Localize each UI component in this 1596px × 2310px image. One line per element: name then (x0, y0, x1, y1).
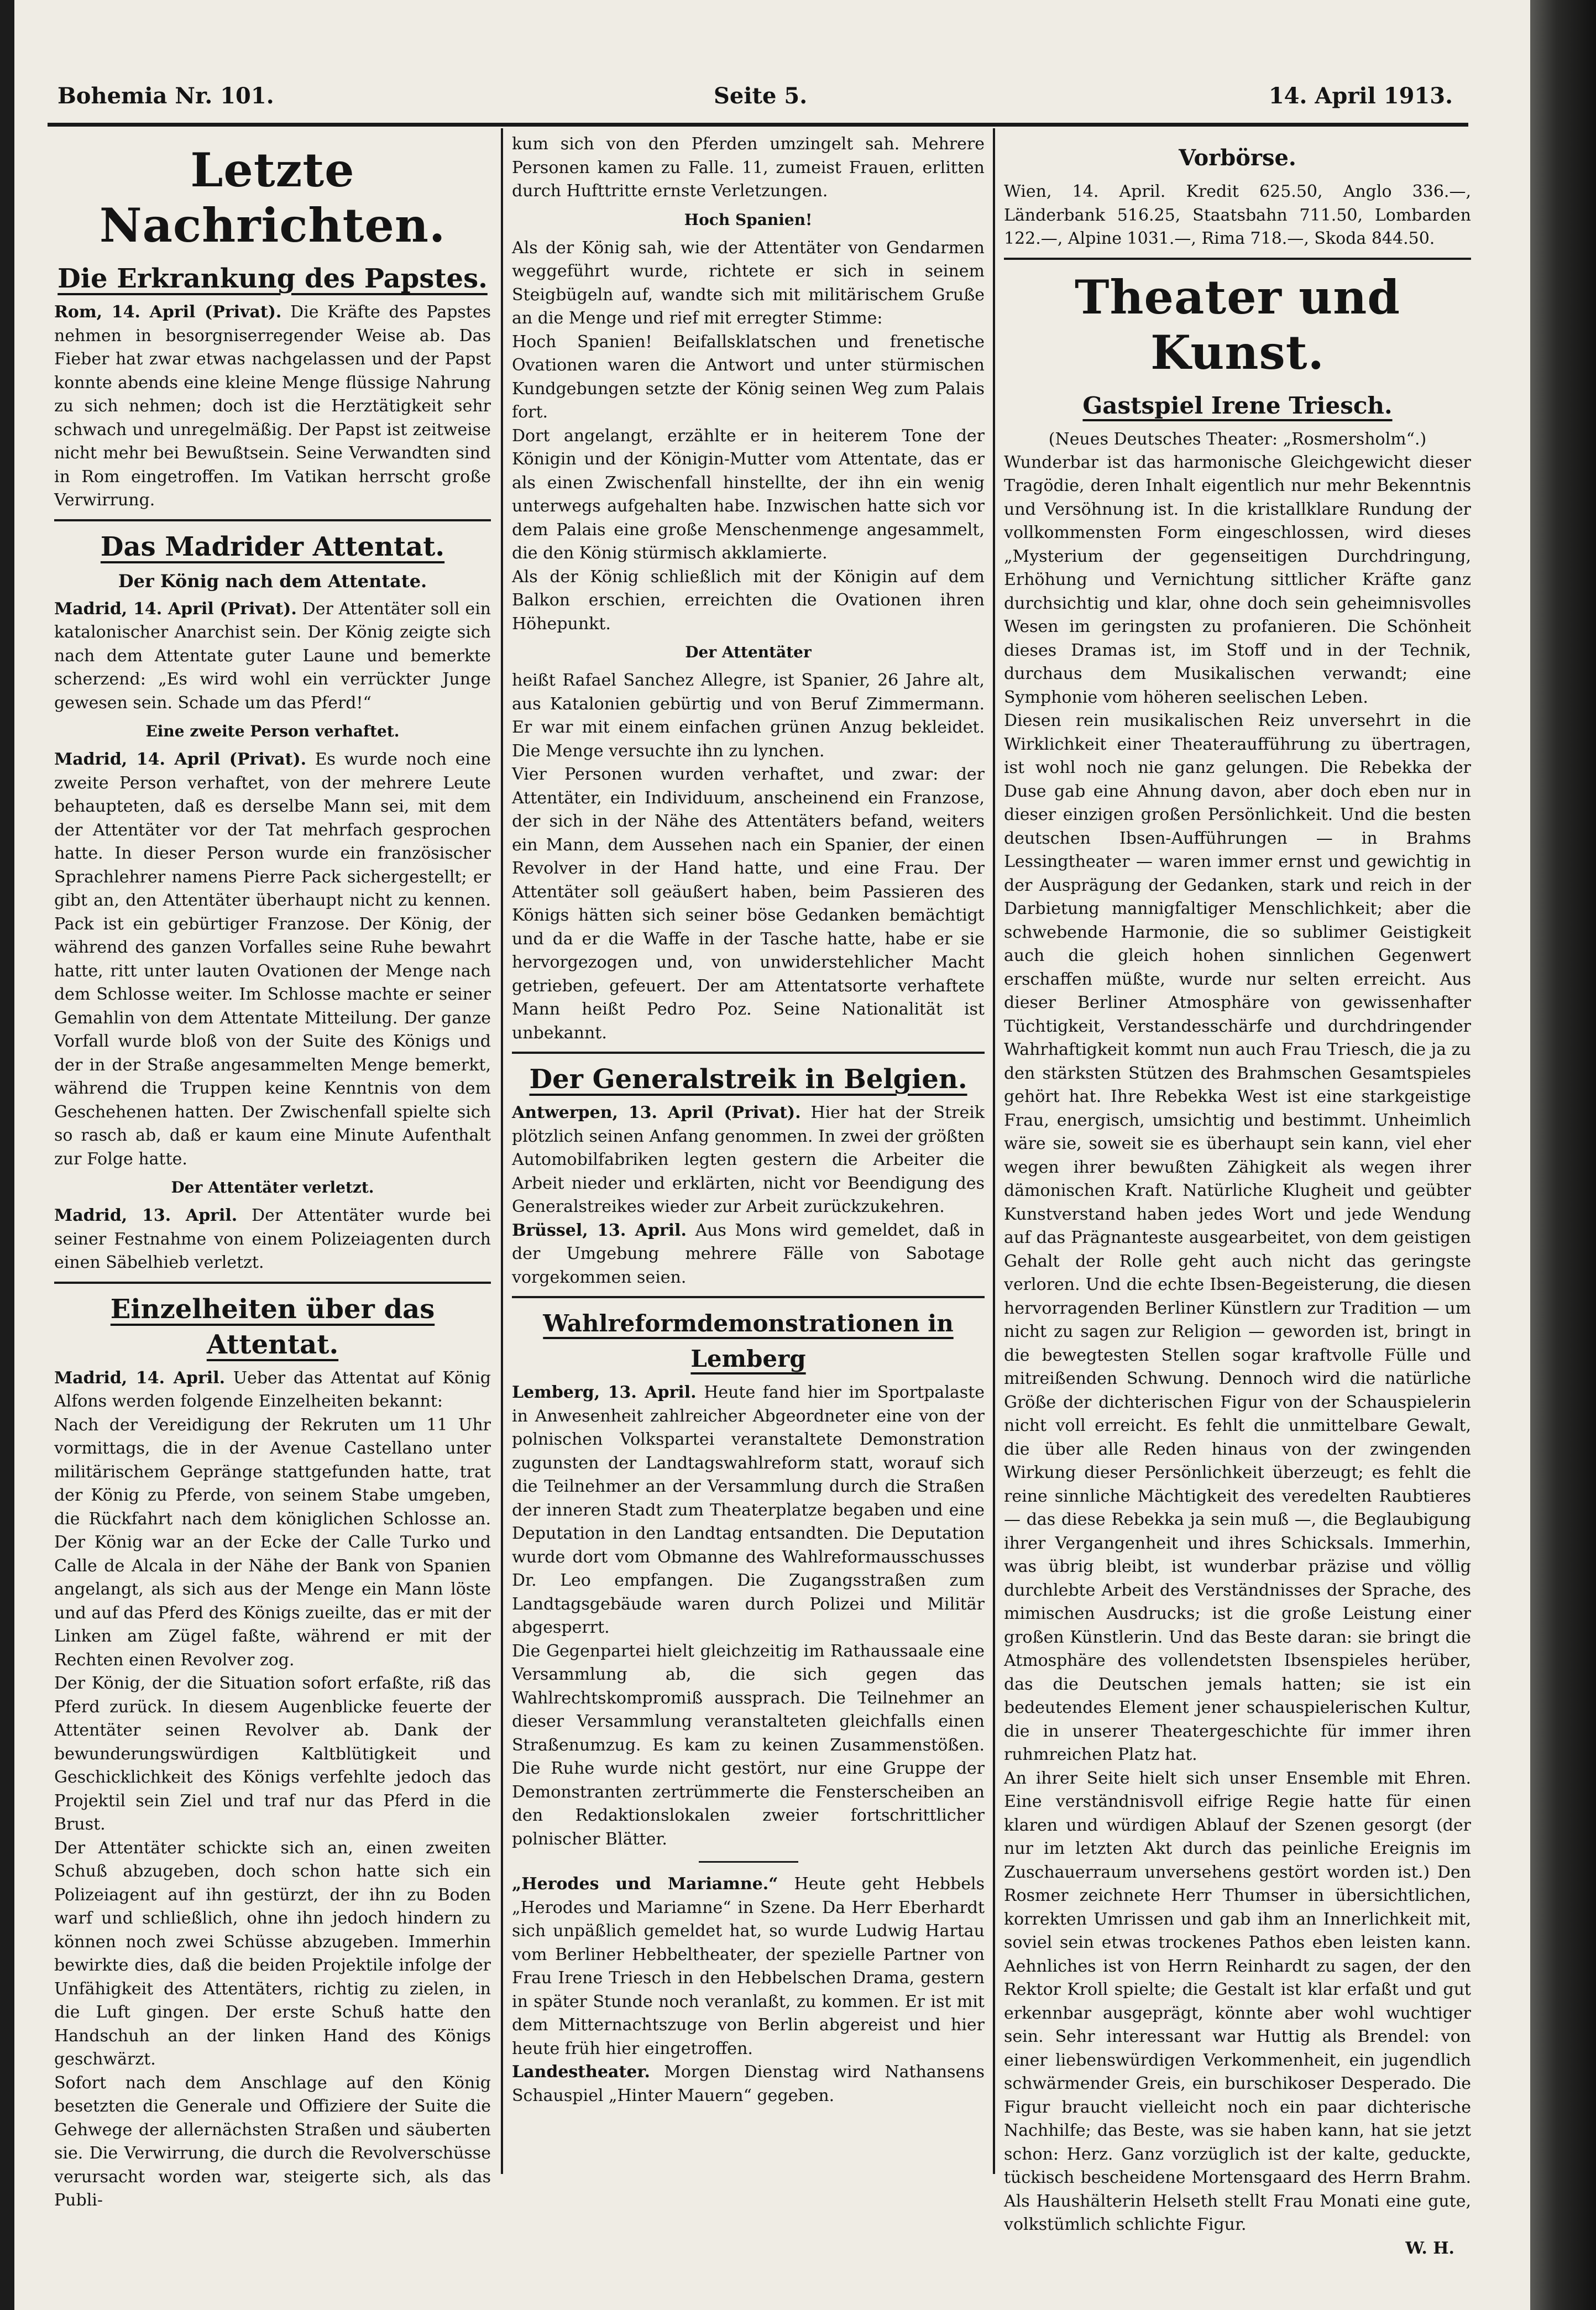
issue-date: 14. April 1913. (1268, 83, 1453, 109)
dateline: Madrid, 14. April. (54, 1368, 226, 1388)
running-head (48, 83, 1463, 116)
notice-lead: Landestheater. (512, 2062, 650, 2082)
paragraph-continued: kum sich von den Pferden umzingelt sah. Mehrere Personen kamen zu Falle. 11, zumeist Frauen, erlitten durch Hufttritte ernste Verletzungen. (512, 134, 985, 201)
author-signature: W. H. (1405, 2238, 1454, 2258)
column-divider-1 (501, 128, 503, 2174)
article-lemberg (512, 1381, 985, 1640)
article-papst (54, 301, 491, 513)
paragraph: Nach der Vereidigung der Rekruten um 11 Uhr vormittags, die in der Avenue Castellano unter militärischem Gepränge stattgefunden hatte, trat der König zu Pferde, von seinem Stabe umgeben, die Rückfahrt nach dem königlichen Schlosse an. Der König war an der Ecke der Calle Turko und Calle de Alcala in der Nähe der Bank von Spanien angelangt, als sich aus der Menge ein Mann löste und auf das Pferd des Königs zueilte, das er mit der Linken am Zügel faßte, während er mit der Rechten einen Revolver zog. (54, 1415, 491, 1670)
column-2 (512, 133, 985, 2145)
subhead-zweite-person: Eine zweite Person verhaftet. (145, 722, 400, 740)
notice-herodes (512, 1873, 985, 2061)
divider (54, 1282, 491, 1284)
paragraph: heißt Rafael Sanchez Allegre, ist Spanier, 26 Jahre alt, aus Katalonien gebürtig und von Beruf Zimmermann. Er war mit einem einfachen grünen Anzug bekleidet. Die Menge versuchte ihn zu lynchen. (512, 671, 985, 761)
paragraph: Dort angelangt, erzählte er in heiterem Tone der Königin und der Königin-Mutter vom Attentate, das er als einen Zwischenfall hinstellte, der ihn ein wenig unterwegs aufgehalten habe. Inzwischen hatte sich vor dem Palais eine große Menschenmenge angesammelt, die den König stürmisch akklamierte. (512, 426, 985, 563)
short-divider (699, 1861, 798, 1863)
article-body: Ueber das Attentat auf König Alfons werden folgende Einzelheiten bekannt: (54, 1368, 491, 1411)
article-madrid-3 (54, 1204, 491, 1275)
divider (512, 1052, 985, 1054)
article-body: Aus Mons wird gemeldet, daß in der Umgebung mehrere Fälle von Sabotage vorgekommen seien. (512, 1220, 985, 1287)
article-madrid-2 (54, 748, 491, 1171)
article-title-papst: Die Erkrankung des Papstes. (57, 263, 488, 294)
paragraph: Diesen rein musikalischen Reiz unversehrt in die Wirklichkeit einer Theateraufführung zu übertragen, ist wohl noch nie ganz gelungen. Die Rebekka der Duse gab eine Ahnung davon, aber doch eben nur in dieser einzigen großen Persönlichkeit. Und die besten deutschen Ibsen-Aufführungen — in Brahms Lessingtheater — waren immer ernst und gewichtig in der Ausprägung der Gedanken, stark und reich in der Darbietung mannigfaltiger Menschlichkeit; aber die schwebende Harmonie, die so sublimer Geistigkeit auch die gleich hohen sinnlichen Gegenwert erschaffen müßte, wurde nur selten erreicht. Aus dieser Berliner Atmosphäre von gewissenhafter Tüchtigkeit, Verstandesschärfe und durchdringender Wahrhaftigkeit kommt nun auch Frau Triesch, die ja zu den stärksten Stützen des Brahmschen Gesamtspieles gehört hat. Ihre Rebekka West ist eine starkgeistige Frau, energisch, umsichtig und bestimmt. Unheimlich wäre sie, soweit sie es überhaupt sein kann, viel eher wegen ihrer bewußten Zähigkeit als wegen ihrer dämonischen Kraft. Natürliche Klugheit und geübter Kunstverstand haben jedes Wort und jede Wendung auf das Prägnanteste ausgearbeitet, von dem geistigen Gehalt der Rolle geht auch nicht das geringste verloren. Und die echte Ibsen-Begeisterung, die diesen hervorragenden Berliner Künstlern zur Tradition — um nicht zu sagen zur Religion — geworden ist, bringt in die bewegtesten Stellen sogar kraftvolle Fülle und mitreißenden Schwung. Dennoch wird die natürliche Größe der dichterischen Figur von der Schauspielerin nicht voll erreicht. Es fehlt die unmittelbare Gewalt, die über alle Reden hinaus von der zwingenden Wirkung dieser Persönlichkeit überzeugt; es fehlt die reine sinnliche Mächtigkeit des veredelten Raubtieres — das diese Rebekka ja sein muß —, die Beglaubigung ihrer Vergangenheit und ihres Schicksals. Immerhin, was übrig bleibt, ist wunderbar präzise und völlig durchlebte Arbeit des Verständnisses der Sprache, des mimischen Ausdrucks; ist die große Leistung einer großen Künstlerin. Und das Beste daran: sie bringt die Atmosphäre des vollendetsten Ibsenspieles herüber, das die Deutschen jemals hatten; sie ist ein bedeutendes Element jener schauspielerischen Kultur, die in unserer Theatergeschichte für immer ihren ruhmreichen Platz hat. (1004, 711, 1471, 1764)
paragraph: Der König, der die Situation sofort erfaßte, riß das Pferd zurück. In diesem Augenblicke feuerte der Attentäter seinen Revolver ab. Dank der bewunderungswürdigen Kaltblütigkeit und Geschicklichkeit des Königs verfehlte jedoch das Projektil sein Ziel und traf nur das Pferd in die Brust. (54, 1674, 491, 1834)
notice-landestheater (512, 2061, 985, 2108)
page-number: Seite 5. (714, 83, 808, 109)
article-title-vorboerse: Vorbörse. (1179, 145, 1296, 171)
subhead-verletzt: Der Attentäter verletzt. (171, 1178, 374, 1196)
notice-lead: „Herodes und Mariamne.“ (512, 1874, 778, 1894)
paragraph: Die Gegenpartei hielt gleichzeitig im Rathaussaale eine Versammlung ab, die sich gegen das Wahlrechtskompromiß aussprach. Die Teilnehmer an dieser Versammlung veranstalteten gleichfalls einen Straßenumzug. Es kam zu keinen Zusammenstößen. Die Ruhe wurde nicht gestört, nur eine Gruppe der Demonstranten zertrümmerte die Fensterscheiben an den Redaktionslokalen zweier fortschrittlicher polnischer Blätter. (512, 1641, 985, 1849)
paragraph: Hoch Spanien! Beifallsklatschen und frenetische Ovationen waren die Antwort und unter stürmischen Kundgebungen setzte der König seinen Weg zum Palais fort. (512, 332, 985, 422)
dateline: Lemberg, 13. April. (512, 1383, 697, 1402)
section-title-letzte-nachrichten: Letzte Nachrichten. (99, 143, 446, 253)
paragraph: Vier Personen wurden verhaftet, und zwar: der Attentäter, ein Individuum, anscheinend ein Franzose, der sich in der Nähe des Attentäters befand, weiters ein Mann, dem Aussehen nach ein Spanier, der einen Revolver in der Hand hatte, und eine Frau. Der Attentäter soll geäußert haben, beim Passieren des Königs hätten sich seiner böse Gedanken bemächtigt und da er die Waffe in der Tasche hatte, habe er sie hervorgezogen und, von unwiderstehlicher Macht getrieben, gefeuert. Der am Attentatsorte verhaftete Mann heißt Pedro Poz. Seine Nationalität ist unbekannt. (512, 765, 985, 1043)
article-body: Der Attentäter wurde bei seiner Festnahme von einem Polizeiagenten durch einen Säbelhieb verletzt. (54, 1206, 491, 1272)
article-title-gastspiel: Gastspiel Irene Triesch. (1082, 391, 1393, 419)
article-body: Die Kräfte des Papstes nehmen in besorgniserregender Weise ab. Das Fieber hat zwar etwas nachgelassen und der Papst konnte abends eine kleine Menge flüssige Nahrung zu sich nehmen; doch ist die Herztätigkeit sehr schwach und unregelmäßig. Der Papst ist zeitweise nicht mehr bei Bewußtsein. Seine Verwandten sind in Rom eingetroffen. Im Vatikan herrscht große Verwirrung. (54, 302, 491, 510)
divider (54, 519, 491, 521)
divider (1004, 258, 1471, 260)
stock-quotes: Wien, 14. April. Kredit 625.50, Anglo 336.—, Länderbank 516.25, Staatsbahn 711.50, Lombarden 122.—, Alpine 1031.—, Rima 718.—, Skoda 844.50. (1004, 182, 1471, 248)
subhead-hoch-spanien: Hoch Spanien! (684, 210, 813, 229)
article-title-einzelheiten: Einzelheiten über das Attentat. (110, 1293, 435, 1360)
dateline: Antwerpen, 13. April (Privat). (512, 1103, 801, 1122)
notice-body: Heute geht Hebbels „Herodes und Mariamne“ in Szene. Da Herr Eberhardt sich unpäßlich gemeldet hat, so wurde Ludwig Hartau vom Berliner Hebbeltheater, der spezielle Partner von Frau Irene Triesch in den Hebbelschen Drama, gestern in später Stunde noch veranlaßt, zu kommen. Er ist mit dem Mitternachtszuge von Berlin abgereist und hier heute früh hier eingetroffen. (512, 1874, 985, 2058)
article-body: Hier hat der Streik plötzlich seinen Anfang genommen. In zwei der größten Automobilfabriken legten gestern die Arbeiter die Arbeit nieder und erklärten, nicht vor Beendigung des Generalstreikes wieder zur Arbeit zurückzukehren. (512, 1103, 985, 1216)
article-body: Der Attentäter soll ein katalonischer Anarchist sein. Der König zeigte sich nach dem Attentate guter Laune und bemerkte scherzend: „Es wird wohl ein verrückter Junge gewesen sein. Schade um das Pferd!“ (54, 599, 491, 713)
column-3 (1004, 133, 1471, 2258)
column-divider-2 (993, 128, 995, 2174)
newspaper-page (14, 0, 1530, 2310)
issue-number: Bohemia Nr. 101. (57, 83, 274, 109)
paragraph: An ihrer Seite hielt sich unser Ensemble mit Ehren. Eine verständnisvoll eifrige Regie hatte für einen klaren und würdigen Ablauf der Szenen gesorgt (der nur im letzten Akt durch das peinliche Ereignis im Zuschauerraum unversehens gestört worden ist.) Den Rosmer zeichnete Herr Thumser in übersichtlichen, korrekten Umrissen und gab ihm an Innerlichkeit mit, soviel sein etwas trockenes Pathos eben leisten kann. Aehnliches ist von Herrn Reinhardt zu sagen, der den Rektor Kroll spielte; die Gestalt ist klar erfaßt und gut erkennbar ausgeprägt, könnte aber wohl wuchtiger sein. Sehr interessant war Huttig als Brendel: von einer liebenswürdigen Verkommenheit, ein jugendlich schwärmender Greis, ein burschikoser Desperado. Die Figur braucht vielleicht noch ein paar dichterische Nachhilfe; das Beste, was sie haben kann, hat sie jetzt schon: Herz. Ganz vorzüglich ist der kalte, geduckte, tückisch bescheidene Mortensgaard des Herrn Brahm. Als Haushälterin Helseth stellt Frau Monati eine gute, volkstümlich schlichte Figur. (1004, 1768, 1471, 2234)
paragraph: Sofort nach dem Anschlage auf den König besetzten die Generale und Offiziere der Suite die Gehwege der allernächsten Straßen und säuberten sie. Die Verwirrung, die durch die Revolverschüsse verursacht worden war, steigerte sich, als das Publi- (54, 2073, 491, 2210)
dateline: Rom, 14. April (Privat). (54, 302, 282, 322)
article-title-madrider-attentat: Das Madrider Attentat. (100, 531, 445, 562)
article-title-generalstreik: Der Generalstreik in Belgien. (529, 1064, 967, 1095)
paragraph: Wunderbar ist das harmonische Gleichgewicht dieser Tragödie, deren Inhalt eigentlich nur mehr Bekenntnis und Versöhnung ist. In die kristallklare Rundung der vollkommensten Form eingeschlossen, wird dieses „Mysterium der gegenseitigen Durchdringung, Erhöhung und Vernichtung sittlicher Kräfte ganz durchsichtig und klar, ohne doch sein geheimnisvolles Wesen im geringsten zu profanieren. Die Schönheit dieses Dramas ist, im Stoff und in der Technik, durchaus dem Musikalischen verwandt; eine Symphonie vom höheren seelischen Leben. (1004, 452, 1471, 707)
column-1 (54, 133, 491, 2210)
paragraph: Der Attentäter schickte sich an, einen zweiten Schuß abzugeben, doch schon hatte sich ein Polizeiagent auf ihn gestürzt, der ihn zu Boden warf und schließlich, ohne ihn jedoch hindern zu können noch zwei Schüsse abzugeben. Immerhin bewirkte dies, daß die beiden Projektile infolge der Unfähigkeit des Attentäters, richtig zu zielen, in die Luft gingen. Der erste Schuß hatte den Handschuh an der linken Hand des Königs geschwärzt. (54, 1838, 491, 2069)
dateline: Madrid, 14. April (Privat). (54, 750, 307, 769)
dateline: Madrid, 13. April. (54, 1206, 238, 1225)
subhead-attentaeter: Der Attentäter (685, 643, 812, 661)
paragraph: Als der König sah, wie der Attentäter von Gendarmen weggeführt wurde, richtete er sich in seinem Steigbügeln auf, wandte sich mit militärischem Gruße an die Menge und rief mit erregter Stimme: (512, 238, 985, 328)
article-madrid-1 (54, 598, 491, 715)
gastspiel-subtitle: (Neues Deutsches Theater: „Rosmersholm“.) (1048, 429, 1427, 449)
subhead-koenig: Der König nach dem Attentate. (118, 570, 427, 592)
article-bruessel (512, 1219, 985, 1290)
dateline: Brüssel, 13. April. (512, 1220, 687, 1240)
section-title-theater-und-kunst: Theater und Kunst. (1074, 269, 1401, 380)
article-antwerpen (512, 1101, 985, 1219)
article-einzelheiten-intro (54, 1367, 491, 1414)
article-title-lemberg: Wahlreformdemonstrationen in Lemberg (543, 1310, 954, 1372)
notice-body: Morgen Dienstag wird Nathansens Schauspiel „Hinter Mauern“ gegeben. (512, 2062, 985, 2105)
book-binding-edge (1530, 0, 1596, 2310)
article-body: Es wurde noch eine zweite Person verhaftet, von der mehrere Leute behaupteten, daß es derselbe Mann sei, mit dem der Attentäter vor der Tat mehrfach gesprochen hatte. In dieser Person wurde ein französischer Sprachlehrer namens Pierre Pack sichergestellt; er gibt an, den Attentäter überhaupt nicht zu kennen. Pack ist ein gebürtiger Franzose. Der König, der während des ganzen Vorfalles seine Ruhe bewahrt hatte, ritt unter lauten Ovationen der Menge nach dem Schlosse weiter. Im Schlosse machte er seiner Gemahlin von dem Attentate Mitteilung. Der ganze Vorfall wurde bloß von der Suite des Königs und der in der Straße angesammelten Menge bemerkt, während die Truppen keine Kenntnis von dem Geschehenen hatten. Der Zwischenfall spielte sich so rasch ab, daß er kaum eine Minute Aufenthalt zur Folge hatte. (54, 750, 491, 1169)
dateline: Madrid, 14. April (Privat). (54, 599, 297, 619)
article-body: Heute fand hier im Sportpalaste in Anwesenheit zahlreicher Abgeordneter eine von der polnischen Volkspartei veranstaltete Demonstration zugunsten der Landtagswahlreform statt, worauf sich die Teilnehmer an der Versammlung durch die Straßen der inneren Stadt zum Theaterplatze begaben und eine Deputation in den Landtag entsandten. Die Deputation wurde dort vom Obmanne des Wahlreformausschusses Dr. Leo empfangen. Die Zugangsstraßen zum Landtagsgebäude waren durch Polizei und Militär abgesperrt. (512, 1383, 985, 1637)
paragraph: Als der König schließlich mit der Königin auf dem Balkon erschien, erreichten die Ovationen ihren Höhepunkt. (512, 567, 985, 634)
divider (512, 1296, 985, 1298)
header-rule (48, 123, 1468, 127)
